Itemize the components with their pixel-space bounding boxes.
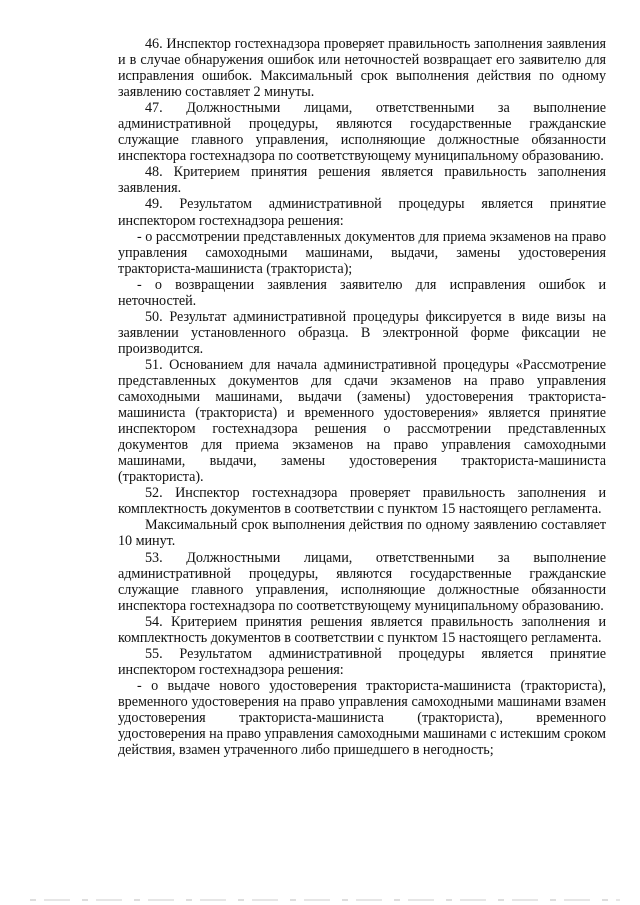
paragraph-47: 47. Должностными лицами, ответственными за выполнение административной процедуры, являются государственные гражданские служащие главного управления, исполняющие должностные обязанности инспектора гостехнадзора по соответствующему муниципальному образованию. <box>118 100 606 165</box>
paragraph-52: 52. Инспектор гостехнадзора проверяет правильность заполнения и комплектность документов в соответствии с пунктом 15 настоящего регламента. <box>118 485 606 518</box>
paragraph-48: 48. Критерием принятия решения является правильность заполнения заявления. <box>118 164 606 197</box>
paragraph-54: 54. Критерием принятия решения является правильность заполнения и комплектность документов в соответствии с пунктом 15 настоящего регламента. <box>118 613 606 646</box>
paragraph-55: 55. Результатом административной процедуры является принятие инспектором гостехнадзора решения: <box>118 645 606 678</box>
paragraph-49-item-2: - о возвращении заявления заявителю для исправления ошибок и неточностей. <box>118 276 606 309</box>
paragraph-53: 53. Должностными лицами, ответственными за выполнение административной процедуры, являются государственные гражданские служащие главного управления, исполняющие должностные обязанности инспектора гостехнадзора по соответствующему муниципальному образованию. <box>118 549 606 614</box>
paragraph-46: 46. Инспектор гостехнадзора проверяет правильность заполнения заявления и в случае обнаружения ошибок или неточностей возвращает его заявителю для исправления ошибок. Максимальный срок выполнения действия по одному заявлению составляет 2 минуты. <box>118 36 606 101</box>
paragraph-51: 51. Основанием для начала административной процедуры «Рассмотрение представленных документов для сдачи экзаменов на право управления самоходными машинами, выдачи (замены) удостоверения тракториста-машиниста (тракториста) и временного удостоверения» является принятие инспектором гостехнадзора решения о рассмотрении представленных документов для приема экзаменов на право управления самоходными машинами, выдачи, замены удостоверения тракториста-машиниста (тракториста). <box>118 356 606 486</box>
paragraph-50: 50. Результат административной процедуры фиксируется в виде визы на заявлении установленного образца. В электронной форме фиксации не производится. <box>118 308 606 357</box>
paragraph-49: 49. Результатом административной процедуры является принятие инспектором гостехнадзора решения: <box>118 196 606 229</box>
paragraph-49-item-1: - о рассмотрении представленных документов для приема экзаменов на право управления самоходными машинами, выдачи, замены удостоверения тракториста-машиниста (тракториста); <box>118 228 606 277</box>
paragraph-52-time-limit: Максимальный срок выполнения действия по одному заявлению составляет 10 минут. <box>118 517 606 550</box>
scan-edge-artifact <box>30 899 620 901</box>
paragraph-55-item-1: - о выдаче нового удостоверения тракториста-машиниста (тракториста), временного удостоверения на право управления самоходными машинами взамен удостоверения тракториста-машиниста (тракториста), временного удостоверения на право управления самоходными машинами с истекшим сроком действия, взамен утраченного либо пришедшего в негодность; <box>118 677 606 759</box>
document-page <box>118 36 606 758</box>
